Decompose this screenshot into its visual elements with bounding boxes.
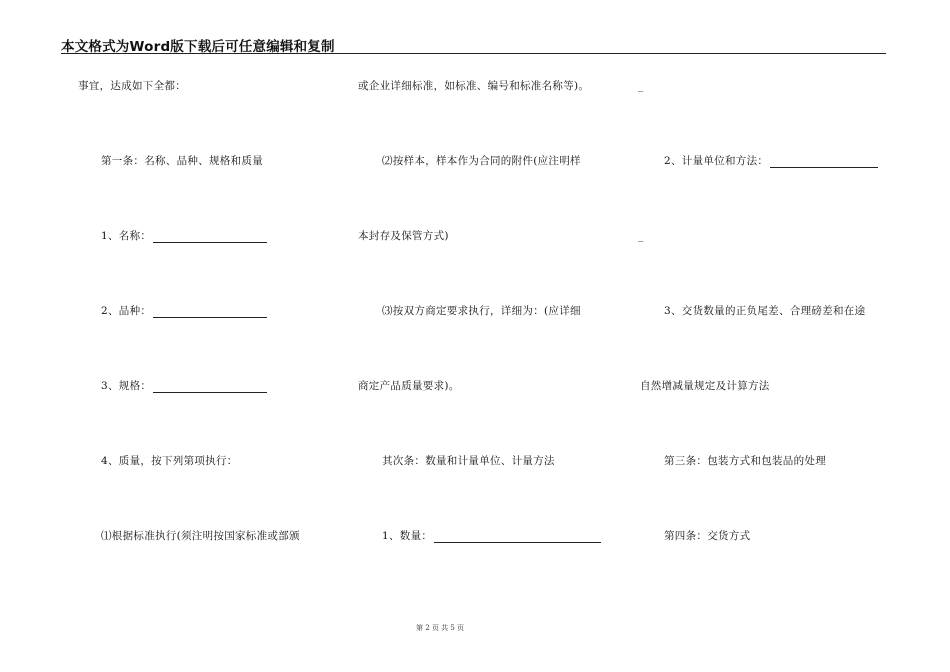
- spec-label: 3、规格：: [101, 380, 152, 392]
- article-1-heading: 第一条：名称、品种、规格和质量: [101, 155, 263, 167]
- quality-option-3: ⑶按双方商定要求执行，详细为：(应详细: [382, 305, 581, 317]
- quality-option-2: ⑵按样本，样本作为合同的附件(应注明样: [382, 155, 581, 167]
- spec-field-row: [101, 379, 267, 393]
- article-3-heading: 第三条：包装方式和包装品的处理: [664, 455, 826, 467]
- article-4-heading: 第四条：交货方式: [664, 530, 751, 542]
- quantity-blank: [434, 531, 601, 543]
- quality-option-1: ⑴根据标准执行(须注明按国家标准或部颁: [101, 530, 300, 542]
- name-blank: [153, 231, 267, 243]
- name-label: 1、名称：: [101, 230, 152, 242]
- quantity-label: 1、数量：: [382, 530, 433, 542]
- page-number: 第 2 页 共 5 页: [415, 624, 465, 632]
- name-field-row: [101, 229, 267, 243]
- unit-field-row: [664, 154, 878, 168]
- spec-blank: [153, 381, 267, 393]
- unit-blank: [770, 156, 878, 168]
- header-divider: [61, 53, 886, 54]
- variety-blank: [153, 306, 267, 318]
- unit-label: 2、计量单位和方法：: [664, 155, 769, 167]
- col2-line-5: 商定产品质量要求)。: [358, 380, 460, 392]
- quantity-field-row: [382, 529, 601, 543]
- delivery-tolerance-line: 3、交货数量的正负尾差、合理磅差和在途: [664, 305, 866, 317]
- col3-line-5: 自然增减量规定及计算方法: [640, 380, 770, 392]
- document-header-title: 本文格式为Word版下载后可任意编辑和复制: [61, 39, 335, 55]
- variety-field-row: [101, 304, 267, 318]
- col1-line-1: 事宜，达成如下全都：: [78, 80, 186, 92]
- col3-line-1: _: [638, 80, 644, 92]
- article-2-heading: 其次条：数量和计量单位、计量方法: [382, 455, 555, 467]
- col2-line-1: 或企业详细标准，如标准、编号和标准名称等)。: [358, 80, 590, 92]
- variety-label: 2、品种：: [101, 305, 152, 317]
- col2-line-3: 本封存及保管方式): [358, 230, 449, 242]
- quality-line: 4、质量，按下列第项执行：: [101, 455, 238, 467]
- col3-line-3: _: [638, 230, 644, 242]
